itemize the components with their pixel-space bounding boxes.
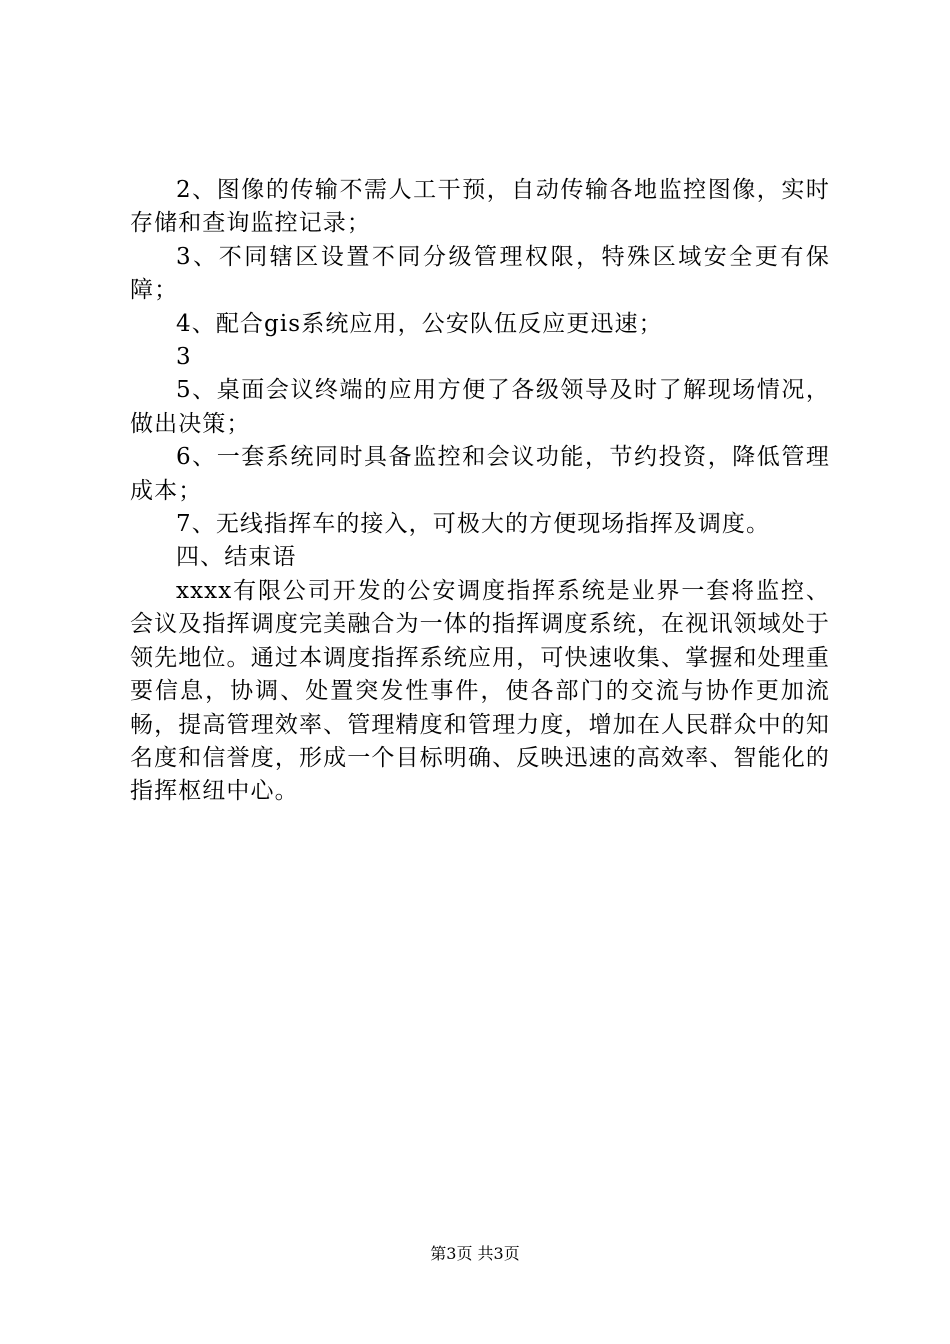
paragraph-stray-number: 3 (176, 344, 192, 371)
paragraph-item-3: 3、不同辖区设置不同分级管理权限，特殊区域安全更有保障； (130, 243, 830, 304)
paragraph-item-2: 2、图像的传输不需人工干预，自动传输各地监控图像，实时存储和查询监控记录； (130, 177, 830, 237)
page-number-label: 第3页 共3页 (430, 1244, 520, 1263)
paragraph-item-7: 7、无线指挥车的接入，可极大的方便现场指挥及调度。 (176, 511, 771, 538)
paragraph-item-6: 6、一套系统同时具备监控和会议功能，节约投资，降低管理成本； (130, 444, 830, 504)
paragraph-item-5: 5、桌面会议终端的应用方便了各级领导及时了解现场情况，做出决策； (130, 377, 830, 437)
paragraph-item-4: 4、配合gis系统应用，公安队伍反应更迅速； (176, 310, 663, 337)
paragraph-conclusion: xxxx有限公司开发的公安调度指挥系统是业界一套将监控、会议及指挥调度完美融合为一体的指挥调度系统，在视讯领域处于领先地位。通过本调度指挥系统应用，可快速收集、掌握和处理重要信息，协调、处置突发性事件，使各部门的交流与协作更加流畅，提高管理效率、管理精度和管理力度，增加在人民群众中的知名度和信誉度，形成一个目标明确、反映迅速的高效率、智能化的指挥枢纽中心。 (130, 577, 830, 805)
section-heading-conclusion: 四、结束语 (176, 544, 297, 571)
page-footer (0, 1244, 950, 1264)
document-body (130, 174, 830, 809)
